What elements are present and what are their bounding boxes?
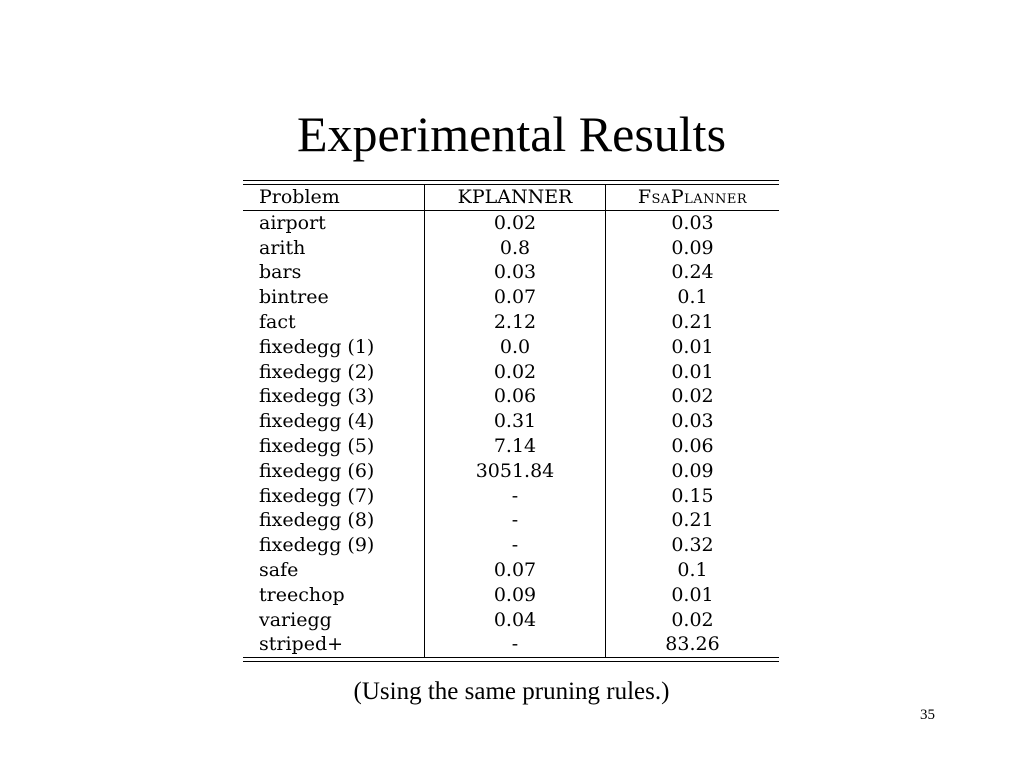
cell-kplanner: - <box>425 632 606 657</box>
cell-fsaplanner: 0.06 <box>671 434 714 457</box>
cell-problem: treechop <box>243 583 425 608</box>
cell-fsaplanner: 0.03 <box>671 410 714 433</box>
cell-fsaplanner: 0.09 <box>671 459 714 482</box>
cell-problem: bars <box>243 260 425 285</box>
table-row <box>243 335 779 360</box>
cell-problem: fixedegg (6) <box>243 459 425 484</box>
table-row <box>243 508 779 533</box>
cell-problem: fixedegg (4) <box>243 409 425 434</box>
bottom-rule <box>243 657 779 658</box>
header-row <box>243 185 779 210</box>
cell-problem: airport <box>243 210 425 235</box>
slide-caption: (Using the same pruning rules.) <box>353 678 670 705</box>
results-table <box>243 180 779 662</box>
table-row <box>243 285 779 310</box>
cell-fsaplanner: 0.15 <box>671 484 714 507</box>
table-row <box>243 210 779 235</box>
table-row <box>243 310 779 335</box>
cell-problem: fact <box>243 310 425 335</box>
cell-problem: fixedegg (7) <box>243 484 425 509</box>
cell-kplanner: 0.8 <box>425 236 606 261</box>
table-row <box>243 434 779 459</box>
header-problem: Problem <box>243 185 425 210</box>
cell-problem: variegg <box>243 608 425 633</box>
cell-problem: fixedegg (1) <box>243 335 425 360</box>
cell-kplanner: 0.02 <box>425 210 606 235</box>
cell-kplanner: 0.06 <box>425 384 606 409</box>
slide-title: Experimental Results <box>296 106 727 162</box>
cell-problem: striped+ <box>243 632 425 657</box>
table-row <box>243 583 779 608</box>
table-row <box>243 608 779 633</box>
cell-kplanner: 0.07 <box>425 285 606 310</box>
cell-kplanner: 0.07 <box>425 558 606 583</box>
table-row <box>243 360 779 385</box>
cell-problem: fixedegg (3) <box>243 384 425 409</box>
cell-fsaplanner: 0.1 <box>677 286 708 309</box>
cell-kplanner: 2.12 <box>425 310 606 335</box>
cell-problem: bintree <box>243 285 425 310</box>
header-fsaplanner: FsaPlanner <box>606 185 780 210</box>
cell-fsaplanner: 0.09 <box>671 236 714 259</box>
header-kplanner: KPLANNER <box>425 185 606 210</box>
table-row <box>243 459 779 484</box>
cell-fsaplanner: 0.24 <box>671 261 714 284</box>
cell-kplanner: 3051.84 <box>425 459 606 484</box>
cell-problem: fixedegg (5) <box>243 434 425 459</box>
cell-fsaplanner: 0.02 <box>671 385 714 408</box>
page-number: 35 <box>920 707 935 723</box>
cell-problem: arith <box>243 236 425 261</box>
table-row <box>243 533 779 558</box>
cell-kplanner: 0.0 <box>425 335 606 360</box>
bottom-rule-inner <box>243 661 779 662</box>
cell-problem: fixedegg (9) <box>243 533 425 558</box>
cell-problem: fixedegg (2) <box>243 360 425 385</box>
cell-kplanner: - <box>425 484 606 509</box>
table-row <box>243 260 779 285</box>
cell-kplanner: - <box>425 508 606 533</box>
cell-fsaplanner: 83.26 <box>665 633 720 656</box>
cell-fsaplanner: 0.01 <box>671 335 714 358</box>
table-row <box>243 632 779 657</box>
table-row <box>243 384 779 409</box>
top-rule <box>243 180 779 181</box>
cell-fsaplanner: 0.1 <box>677 558 708 581</box>
cell-fsaplanner: 0.01 <box>671 360 714 383</box>
cell-fsaplanner: 0.03 <box>671 211 714 234</box>
table-row <box>243 236 779 261</box>
cell-kplanner: 0.04 <box>425 608 606 633</box>
cell-fsaplanner: 0.21 <box>671 509 714 532</box>
cell-fsaplanner: 0.01 <box>671 583 714 606</box>
cell-fsaplanner: 0.02 <box>671 608 714 631</box>
results-grid <box>243 185 779 657</box>
table-body <box>243 210 779 657</box>
table-row <box>243 409 779 434</box>
cell-kplanner: 0.02 <box>425 360 606 385</box>
table-row <box>243 558 779 583</box>
cell-problem: safe <box>243 558 425 583</box>
cell-kplanner: 0.09 <box>425 583 606 608</box>
cell-fsaplanner: 0.32 <box>671 534 714 557</box>
cell-kplanner: 7.14 <box>425 434 606 459</box>
cell-kplanner: - <box>425 533 606 558</box>
cell-problem: fixedegg (8) <box>243 508 425 533</box>
cell-kplanner: 0.31 <box>425 409 606 434</box>
cell-fsaplanner: 0.21 <box>671 310 714 333</box>
cell-kplanner: 0.03 <box>425 260 606 285</box>
table-row <box>243 484 779 509</box>
